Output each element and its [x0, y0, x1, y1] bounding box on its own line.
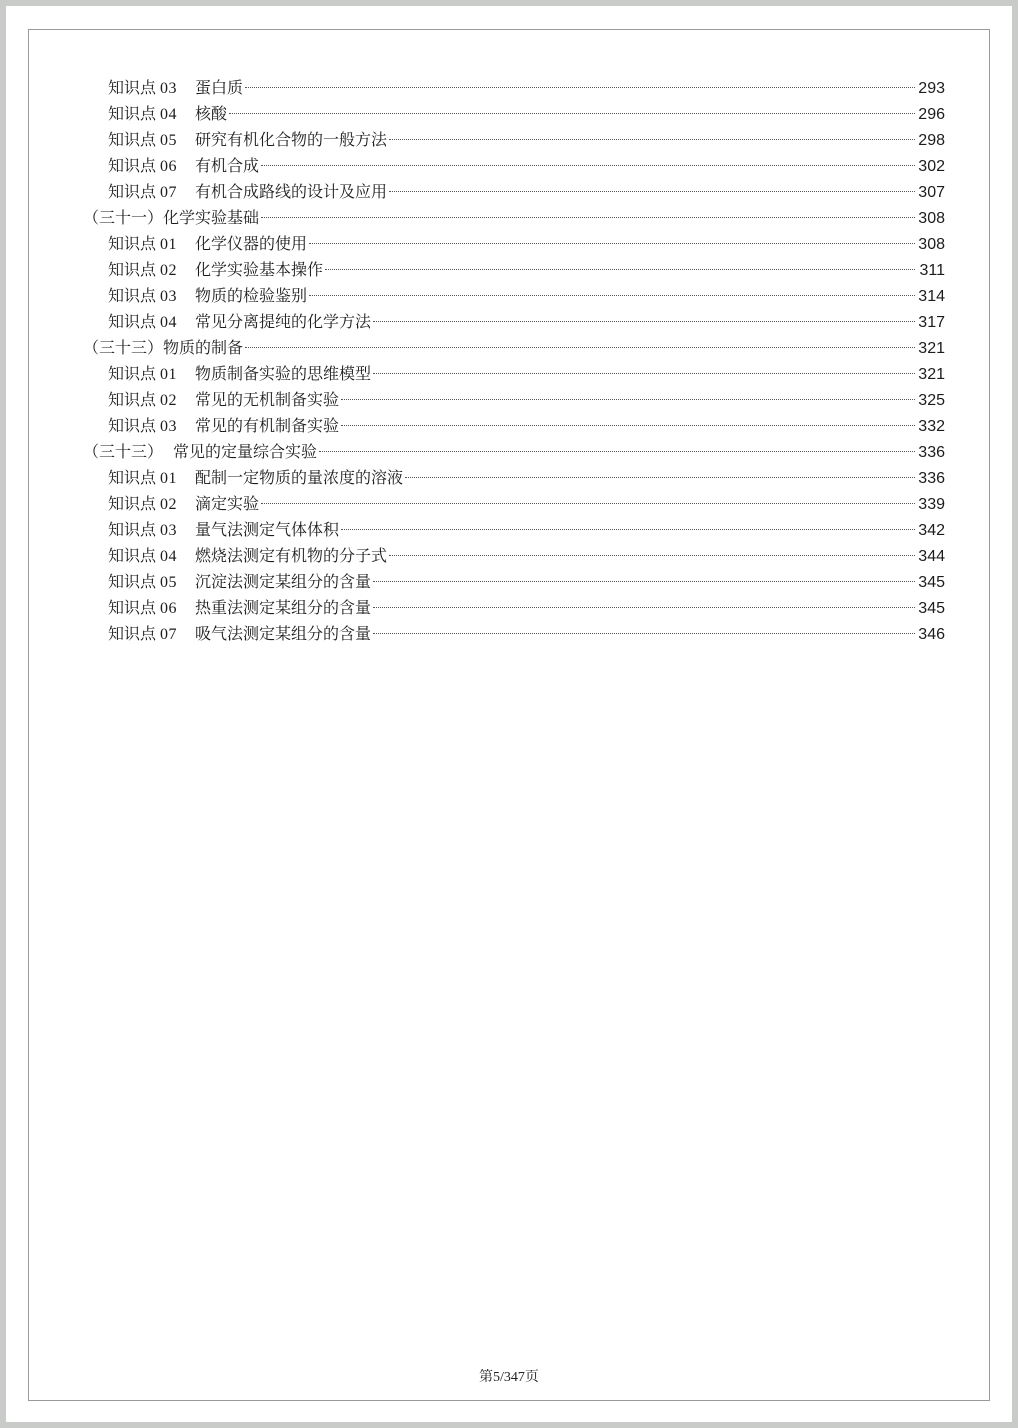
toc-entry-knowledge-point[interactable]	[83, 491, 945, 517]
toc-entry-code: 04	[160, 548, 178, 565]
toc-entry-code: 02	[160, 392, 178, 409]
toc-entry-page-number: 311	[919, 262, 945, 279]
dot-leader	[261, 217, 915, 218]
toc-entry-page-number: 336	[918, 470, 945, 487]
toc-entry-prefix: 知识点	[108, 494, 157, 513]
toc-entry-page-number: 332	[918, 418, 945, 435]
toc-entry-knowledge-point[interactable]	[83, 517, 945, 543]
toc-entry-prefix: 知识点	[108, 104, 157, 123]
toc-entry-title: 滴定实验	[195, 494, 260, 513]
dot-leader	[373, 373, 915, 374]
toc-entry-code: 06	[160, 158, 178, 175]
toc-entry-page-number: 302	[918, 158, 945, 175]
dot-leader	[405, 477, 915, 478]
toc-entry-prefix: 知识点	[108, 156, 157, 175]
toc-entry-code: 02	[160, 496, 178, 513]
toc-entry-page-number: 321	[918, 366, 945, 383]
dot-leader	[389, 191, 915, 192]
dot-leader	[309, 295, 915, 296]
toc-entry-page-number: 339	[918, 496, 945, 513]
dot-leader	[319, 451, 915, 452]
toc-entry-knowledge-point[interactable]	[83, 283, 945, 309]
toc-entry-prefix: 知识点	[108, 182, 157, 201]
toc-entry-prefix: 知识点	[108, 260, 157, 279]
toc-entry-knowledge-point[interactable]	[83, 465, 945, 491]
dot-leader	[325, 269, 915, 270]
dot-leader	[389, 555, 915, 556]
toc-entry-knowledge-point[interactable]	[83, 153, 945, 179]
toc-entry-knowledge-point[interactable]	[83, 127, 945, 153]
toc-entry-code: 01	[160, 236, 178, 253]
toc-entry-title: 物质的检验鉴别	[195, 286, 308, 305]
toc-entry-page-number: 308	[918, 210, 945, 227]
toc-entry-chapter[interactable]	[83, 335, 945, 361]
toc-entry-title: 热重法测定某组分的含量	[195, 598, 372, 617]
toc-entry-title: 量气法测定气体体积	[195, 520, 340, 539]
toc-entry-code: 01	[160, 470, 178, 487]
table-of-contents	[83, 75, 945, 647]
dot-leader	[341, 399, 915, 400]
toc-entry-code: 04	[160, 106, 178, 123]
toc-entry-page-number: 345	[918, 574, 945, 591]
toc-entry-title: 化学实验基本操作	[195, 260, 324, 279]
toc-entry-title: 常见的定量综合实验	[173, 442, 318, 461]
toc-entry-prefix: 知识点	[108, 364, 157, 383]
toc-entry-page-number: 317	[918, 314, 945, 331]
toc-entry-knowledge-point[interactable]	[83, 595, 945, 621]
toc-entry-title: 配制一定物质的量浓度的溶液	[195, 468, 404, 487]
toc-entry-prefix: 知识点	[108, 468, 157, 487]
toc-entry-code: 03	[160, 80, 178, 97]
dot-leader	[309, 243, 915, 244]
toc-entry-knowledge-point[interactable]	[83, 361, 945, 387]
toc-entry-prefix: 知识点	[108, 130, 157, 149]
toc-entry-code: 03	[160, 522, 178, 539]
toc-entry-title: 物质制备实验的思维模型	[195, 364, 372, 383]
toc-entry-title: 吸气法测定某组分的含量	[195, 624, 372, 643]
dot-leader	[373, 607, 915, 608]
toc-entry-knowledge-point[interactable]	[83, 101, 945, 127]
toc-entry-knowledge-point[interactable]	[83, 179, 945, 205]
toc-entry-chapter[interactable]	[83, 205, 945, 231]
toc-entry-knowledge-point[interactable]	[83, 75, 945, 101]
dot-leader	[373, 633, 915, 634]
toc-entry-title: 常见分离提纯的化学方法	[195, 312, 372, 331]
toc-entry-page-number: 344	[918, 548, 945, 565]
toc-entry-page-number: 314	[918, 288, 945, 305]
toc-entry-code: 07	[160, 626, 178, 643]
toc-entry-page-number: 293	[918, 80, 945, 97]
toc-entry-chapter[interactable]	[83, 439, 945, 465]
toc-entry-title: 沉淀法测定某组分的含量	[195, 572, 372, 591]
toc-entry-page-number: 296	[918, 106, 945, 123]
toc-entry-page-number: 336	[918, 444, 945, 461]
dot-leader	[261, 165, 915, 166]
toc-entry-code: 04	[160, 314, 178, 331]
toc-entry-knowledge-point[interactable]	[83, 543, 945, 569]
toc-entry-prefix: 知识点	[108, 520, 157, 539]
toc-entry-knowledge-point[interactable]	[83, 413, 945, 439]
toc-entry-code: 07	[160, 184, 178, 201]
dot-leader	[245, 347, 915, 348]
toc-entry-page-number: 325	[918, 392, 945, 409]
toc-entry-title: 化学实验基础	[163, 208, 260, 227]
toc-entry-prefix: 知识点	[108, 234, 157, 253]
toc-entry-code: 05	[160, 574, 178, 591]
dot-leader	[261, 503, 915, 504]
toc-entry-prefix: 知识点	[108, 390, 157, 409]
toc-entry-code: 06	[160, 600, 178, 617]
dot-leader	[373, 321, 915, 322]
dot-leader	[341, 425, 915, 426]
toc-entry-prefix: 知识点	[108, 624, 157, 643]
toc-entry-prefix: （三十三）	[83, 442, 164, 461]
toc-entry-page-number: 345	[918, 600, 945, 617]
toc-entry-knowledge-point[interactable]	[83, 231, 945, 257]
toc-entry-knowledge-point[interactable]	[83, 621, 945, 647]
dot-leader	[229, 113, 915, 114]
toc-entry-title: 常见的无机制备实验	[195, 390, 340, 409]
toc-entry-prefix: 知识点	[108, 312, 157, 331]
toc-entry-knowledge-point[interactable]	[83, 387, 945, 413]
toc-entry-prefix: 知识点	[108, 416, 157, 435]
toc-entry-page-number: 298	[918, 132, 945, 149]
toc-entry-prefix: （三十三）	[83, 338, 164, 357]
dot-leader	[373, 581, 915, 582]
toc-entry-knowledge-point[interactable]	[83, 569, 945, 595]
toc-entry-prefix: 知识点	[108, 598, 157, 617]
toc-entry-title: 常见的有机制备实验	[195, 416, 340, 435]
toc-entry-title: 蛋白质	[195, 78, 244, 97]
toc-entry-code: 02	[160, 262, 178, 279]
toc-entry-code: 01	[160, 366, 178, 383]
toc-entry-prefix: 知识点	[108, 546, 157, 565]
toc-entry-knowledge-point[interactable]	[83, 309, 945, 335]
toc-entry-title: 有机合成路线的设计及应用	[195, 182, 388, 201]
toc-entry-prefix: 知识点	[108, 78, 157, 97]
page-footer: 第5/347页	[479, 1370, 539, 1385]
dot-leader	[245, 87, 915, 88]
toc-entry-page-number: 346	[918, 626, 945, 643]
toc-entry-prefix: （三十一）	[83, 208, 164, 227]
toc-entry-title: 研究有机化合物的一般方法	[195, 130, 388, 149]
toc-entry-title: 化学仪器的使用	[195, 234, 308, 253]
dot-leader	[389, 139, 915, 140]
toc-entry-page-number: 321	[918, 340, 945, 357]
toc-entry-page-number: 342	[918, 522, 945, 539]
toc-entry-prefix: 知识点	[108, 286, 157, 305]
toc-entry-prefix: 知识点	[108, 572, 157, 591]
toc-entry-code: 03	[160, 288, 178, 305]
dot-leader	[341, 529, 915, 530]
toc-entry-code: 05	[160, 132, 178, 149]
toc-entry-title: 燃烧法测定有机物的分子式	[195, 546, 388, 565]
toc-entry-title: 核酸	[195, 104, 228, 123]
toc-entry-page-number: 308	[918, 236, 945, 253]
toc-entry-knowledge-point[interactable]	[83, 257, 945, 283]
toc-entry-code: 03	[160, 418, 178, 435]
toc-entry-page-number: 307	[918, 184, 945, 201]
toc-entry-title: 有机合成	[195, 156, 260, 175]
toc-entry-title: 物质的制备	[163, 338, 244, 357]
